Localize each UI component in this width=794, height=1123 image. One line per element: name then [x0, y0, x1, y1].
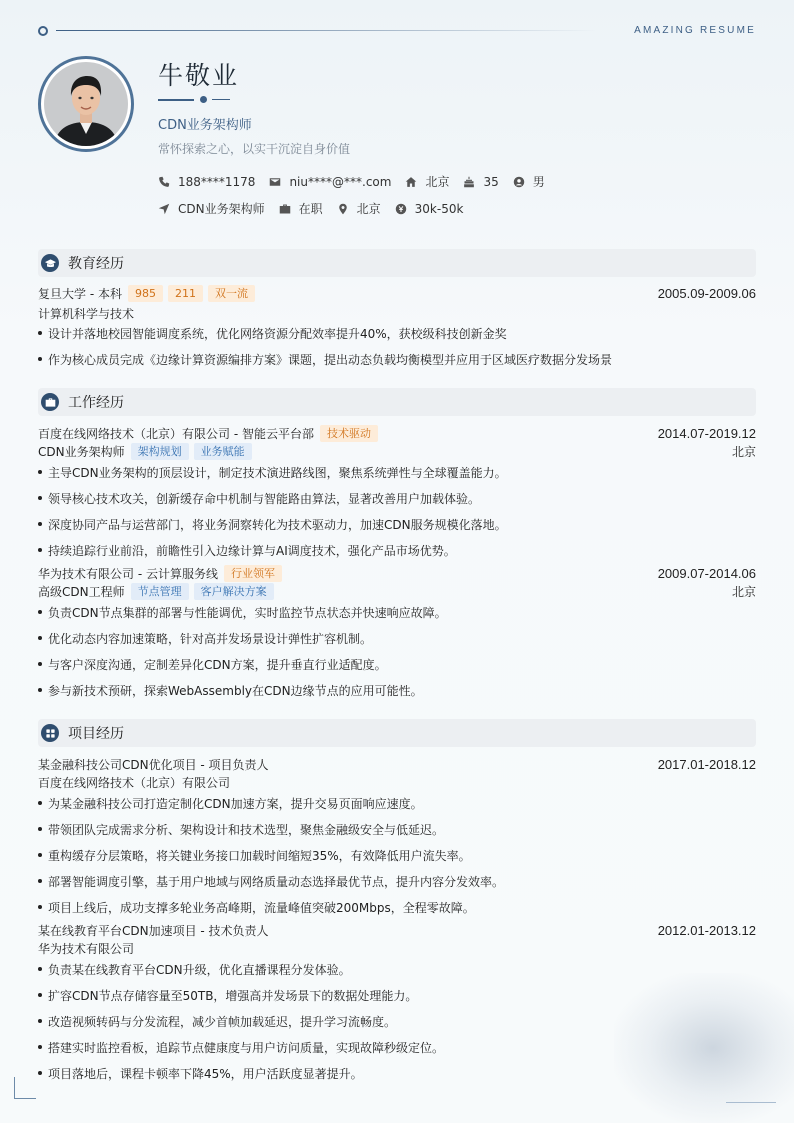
job-company-row — [38, 565, 756, 582]
list-item: 带领团队完成需求分析、架构设计和技术选型，聚焦金融级安全与低延迟。 — [38, 821, 756, 838]
project-company-row — [38, 940, 756, 957]
list-item: 负责CDN节点集群的部署与性能调优，实时监控节点状态并快速响应故障。 — [38, 604, 756, 621]
role-tag: 客户解决方案 — [194, 583, 274, 600]
school-tag: 985 — [128, 285, 163, 302]
project-date: 2012.01-2013.12 — [657, 923, 756, 938]
role-tag: 节点管理 — [131, 583, 189, 600]
list-item: 项目上线后，成功支撑多轮业务高峰期，流量峰值突破200Mbps，全程零故障。 — [38, 899, 756, 916]
map-pin-icon — [337, 203, 349, 215]
salary-value: 30k-50k — [414, 201, 464, 216]
phone-item — [158, 175, 255, 189]
section-title: 项目经历 — [68, 726, 124, 742]
email-item — [269, 175, 391, 189]
list-item: 扩容CDN节点存储容量至50TB，增强高并发场景下的数据处理能力。 — [38, 987, 756, 1004]
send-icon — [158, 203, 170, 215]
corner-decoration — [726, 1102, 776, 1103]
age-value: 35 — [483, 174, 499, 189]
company-tag: 技术驱动 — [320, 425, 378, 442]
project-title-row — [38, 756, 756, 773]
status-item — [279, 200, 323, 217]
job-role-row — [38, 443, 756, 460]
avatar — [38, 56, 134, 152]
role-tag: 业务赋能 — [194, 443, 252, 460]
job-company-row — [38, 425, 756, 442]
target-role-item — [158, 200, 265, 217]
project-name: 某金融科技公司CDN优化项目 - 项目负责人 — [38, 758, 269, 772]
grid-icon — [41, 724, 59, 742]
list-item: 部署智能调度引擎，基于用户地域与网络质量动态选择最优节点，提升内容分发效率。 — [38, 873, 756, 890]
section-title: 教育经历 — [68, 256, 124, 272]
target-role-value: CDN业务架构师 — [178, 202, 265, 216]
list-item: 项目落地后，课程卡顿率下降45%，用户活跃度显著提升。 — [38, 1065, 756, 1082]
blur-overlay — [614, 973, 794, 1123]
job-role: 高级CDN工程师 — [38, 585, 125, 599]
list-item: 深度协同产品与运营部门，将业务洞察转化为技术驱动力，加速CDN服务规模化落地。 — [38, 516, 756, 533]
graduation-cap-icon — [41, 254, 59, 272]
project-company-row — [38, 774, 756, 791]
job-title: CDN业务架构师 — [158, 118, 252, 133]
education-row — [38, 285, 756, 302]
briefcase-icon — [41, 393, 59, 411]
age-item — [463, 175, 498, 189]
company-name: 华为技术有限公司 - 云计算服务线 — [38, 567, 218, 581]
list-item: 领导核心技术攻关，创新缓存命中机制与智能路由算法，显著改善用户加载体验。 — [38, 490, 756, 507]
location-item — [405, 173, 449, 190]
education-section-header — [38, 249, 756, 277]
mail-icon — [269, 176, 281, 188]
job-city: 北京 — [731, 445, 756, 459]
status-value: 在职 — [298, 202, 323, 216]
job-city: 北京 — [731, 585, 756, 599]
project-section-header — [38, 719, 756, 747]
user-icon — [513, 176, 525, 188]
corner-decoration — [14, 1077, 36, 1099]
target-city-item — [337, 200, 381, 217]
job-date: 2009.07-2014.06 — [657, 566, 756, 581]
section-title: 工作经历 — [68, 395, 124, 411]
phone-value: 188****1178 — [178, 174, 256, 189]
school-name: 复旦大学 - 本科 — [38, 287, 122, 301]
job-role: CDN业务架构师 — [38, 445, 125, 459]
list-item: 与客户深度沟通，定制差异化CDN方案，提升垂直行业适配度。 — [38, 656, 756, 673]
school-tag: 双一流 — [208, 285, 255, 302]
job-intent-row — [158, 200, 477, 217]
candidate-name: 牛敬业 — [158, 61, 240, 90]
work-section-header — [38, 388, 756, 416]
contact-row — [158, 173, 559, 190]
money-icon — [395, 203, 407, 215]
list-item: 设计并落地校园智能调度系统，优化网络资源分配效率提升40%，获校级科技创新金奖 — [38, 325, 756, 342]
motto: 常怀探索之心，以实干沉淀自身价值 — [158, 142, 351, 156]
target-city-value: 北京 — [356, 202, 381, 216]
job-role-row — [38, 583, 756, 600]
school-tag: 211 — [168, 285, 203, 302]
project-company: 百度在线网络技术（北京）有限公司 — [38, 776, 231, 790]
project-date: 2017.01-2018.12 — [657, 757, 756, 772]
phone-icon — [158, 176, 170, 188]
company-name: 百度在线网络技术（北京）有限公司 - 智能云平台部 — [38, 427, 314, 441]
brand-label: AMAZING RESUME — [634, 25, 756, 36]
list-item: 作为核心成员完成《边缘计算资源编排方案》课题，提出动态负载均衡模型并应用于区域医疗数据分发场景 — [38, 351, 756, 368]
circle-icon — [38, 26, 48, 36]
gender-value: 男 — [532, 175, 545, 189]
project-title-row — [38, 922, 756, 939]
home-icon — [405, 176, 417, 188]
list-item: 为某金融科技公司打造定制化CDN加速方案，提升交易页面响应速度。 — [38, 795, 756, 812]
name-underline — [158, 96, 238, 104]
list-item: 持续追踪行业前沿，前瞻性引入边缘计算与AI调度技术，强化产品市场优势。 — [38, 542, 756, 559]
project-name: 某在线教育平台CDN加速项目 - 技术负责人 — [38, 924, 269, 938]
list-item: 优化动态内容加速策略，针对高并发场景设计弹性扩容机制。 — [38, 630, 756, 647]
top-rule — [38, 26, 598, 36]
gender-item — [513, 173, 545, 190]
briefcase-icon — [279, 203, 291, 215]
divider — [56, 30, 596, 31]
list-item: 负责某在线教育平台CDN升级，优化直播课程分发体验。 — [38, 961, 756, 978]
cake-icon — [463, 176, 475, 188]
project-company: 华为技术有限公司 — [38, 942, 135, 956]
salary-item — [395, 202, 464, 216]
list-item: 重构缓存分层策略，将关键业务接口加载时间缩短35%，有效降低用户流失率。 — [38, 847, 756, 864]
email-value: niu****@***.com — [289, 174, 392, 189]
list-item: 改造视频转码与分发流程，减少首帧加载延迟，提升学习流畅度。 — [38, 1013, 756, 1030]
location-value: 北京 — [425, 175, 450, 189]
major-row — [38, 305, 756, 322]
major: 计算机科学与技术 — [38, 307, 135, 321]
list-item: 搭建实时监控看板，追踪节点健康度与用户访问质量，实现故障秒级定位。 — [38, 1039, 756, 1056]
avatar-photo — [44, 62, 128, 146]
job-date: 2014.07-2019.12 — [657, 426, 756, 441]
role-tag: 架构规划 — [131, 443, 189, 460]
education-date: 2005.09-2009.06 — [657, 286, 756, 301]
list-item: 参与新技术预研，探索WebAssembly在CDN边缘节点的应用可能性。 — [38, 682, 756, 699]
company-tag: 行业领军 — [224, 565, 282, 582]
list-item: 主导CDN业务架构的顶层设计，制定技术演进路线图，聚焦系统弹性与全球覆盖能力。 — [38, 464, 756, 481]
